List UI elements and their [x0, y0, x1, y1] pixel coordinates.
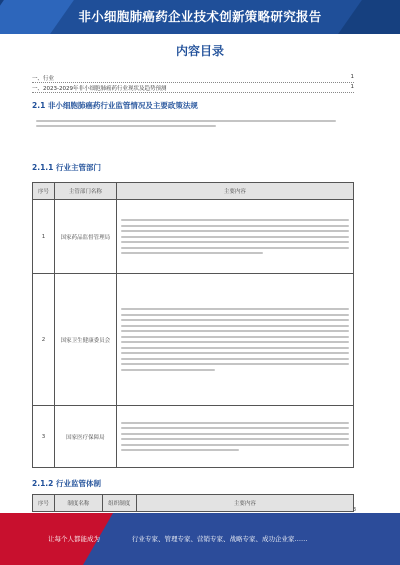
footer-roles: 行业专家、管理专家、营销专家、战略专家、成功企业家……	[132, 535, 308, 543]
toc-item-label: 一、2023-2029年非小细胞肺癌药行业现状及趋势预测	[32, 86, 167, 92]
col-header-no: 序号	[33, 495, 55, 512]
regulation-table	[32, 494, 354, 512]
table-header-row	[33, 183, 354, 200]
col-header-content: 主要内容	[136, 495, 353, 512]
toc-item[interactable]	[32, 84, 354, 93]
section-paragraph	[32, 116, 354, 131]
page-number: 3	[352, 507, 356, 513]
table-row	[33, 200, 354, 274]
department-name: 国家药品监督管理局	[54, 200, 116, 274]
toc-item-page: 1	[350, 74, 354, 80]
row-number: 3	[33, 406, 55, 468]
footer-slogan: 让每个人都能成为	[48, 535, 100, 543]
department-duties	[116, 200, 353, 274]
table-row	[33, 274, 354, 406]
department-name: 国家医疗保障局	[54, 406, 116, 468]
toc-item[interactable]	[32, 74, 354, 83]
col-header-level: 组织制度	[102, 495, 136, 512]
col-header-name: 制度名称	[54, 495, 102, 512]
col-header-no: 序号	[33, 183, 55, 200]
col-header-dept: 主管部门名称	[54, 183, 116, 200]
department-table	[32, 182, 354, 468]
table-header-row	[33, 495, 354, 512]
row-number: 2	[33, 274, 55, 406]
report-title: 非小细胞肺癌药企业技术创新策略研究报告	[78, 9, 322, 24]
section-heading: 2.1.1 行业主管部门	[32, 163, 101, 172]
section-heading: 2.1 非小细胞肺癌药行业监管情况及主要政策法规	[32, 101, 198, 110]
toc-title: 内容目录	[175, 44, 224, 58]
row-number: 1	[33, 200, 55, 274]
toc-item-label: 一、行业	[32, 76, 55, 82]
toc-item-page: 1	[350, 84, 354, 90]
department-duties	[116, 274, 353, 406]
department-name: 国家卫生健康委员会	[54, 274, 116, 406]
department-duties	[116, 406, 353, 468]
section-heading: 2.1.2 行业监管体制	[32, 479, 101, 488]
col-header-content: 主要内容	[116, 183, 353, 200]
report-footer	[0, 513, 400, 565]
table-row	[33, 406, 354, 468]
report-header	[0, 0, 400, 34]
